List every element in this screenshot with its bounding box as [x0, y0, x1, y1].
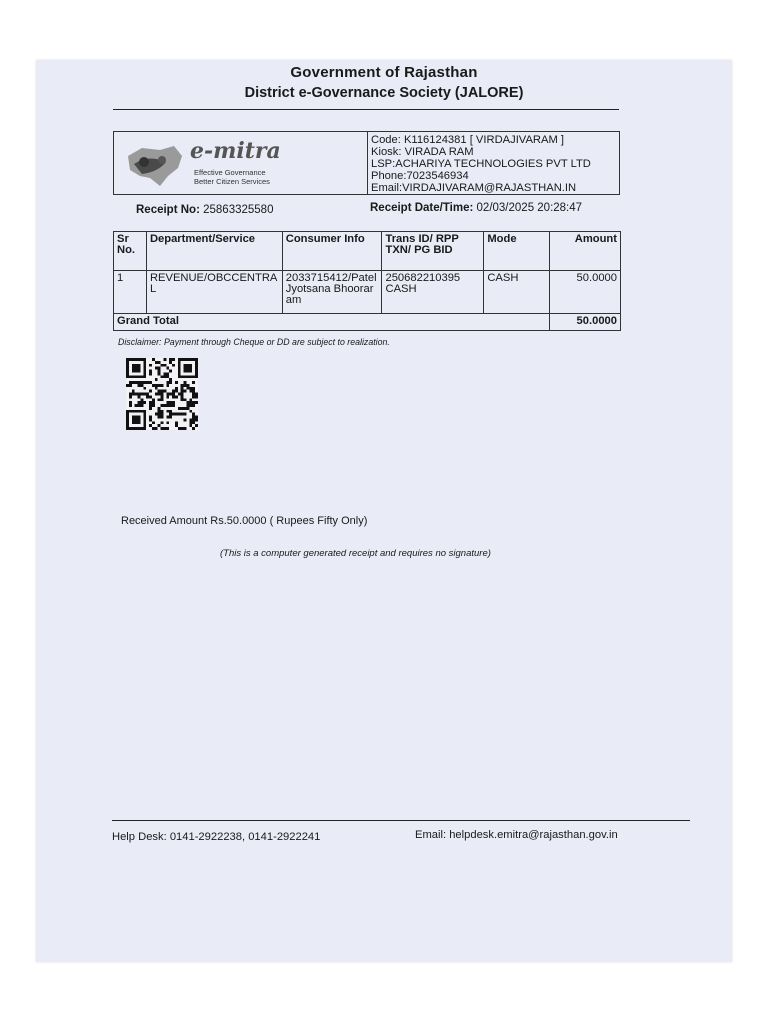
- cell-department: REVENUE/OBCCENTRAL: [146, 271, 282, 314]
- col-amount: Amount: [550, 232, 621, 271]
- logo-wordmark: e-mitra: [190, 138, 281, 164]
- kiosk-name: Kiosk: VIRADA RAM: [371, 146, 474, 158]
- header-divider: [113, 109, 619, 110]
- receipt-number-label: Receipt No:: [136, 204, 200, 216]
- header-society: District e-Governance Society (JALORE): [244, 85, 524, 101]
- payment-table: [113, 231, 621, 331]
- receipt-datetime-label: Receipt Date/Time:: [370, 202, 474, 214]
- helpdesk-numbers: Help Desk: 0141-2922238, 0141-2922241: [112, 831, 321, 843]
- grand-total-label: Grand Total: [114, 314, 550, 331]
- logo-tagline: Better Citizen Services: [194, 177, 270, 186]
- kiosk-code: Code: K116124381 [ VIRDAJIVARAM ]: [371, 134, 564, 146]
- receipt-datetime-value: 02/03/2025 20:28:47: [476, 202, 583, 214]
- col-trans-id: Trans ID/ RPP TXN/ PG BID: [382, 232, 484, 271]
- receipt-number: [136, 204, 273, 216]
- kiosk-email: Email:VIRDAJIVARAM@RAJASTHAN.IN: [371, 182, 577, 194]
- scanned-page: [36, 60, 732, 962]
- grand-total-row: [114, 314, 621, 331]
- kiosk-info-box: [113, 131, 620, 195]
- header-government: Government of Rajasthan: [290, 64, 478, 81]
- received-amount: Received Amount Rs.50.0000 ( Rupees Fifty Only): [121, 515, 368, 527]
- cell-trans-id: 250682210395 CASH: [382, 271, 484, 314]
- helpdesk-email: Email: helpdesk.emitra@rajasthan.gov.in: [415, 829, 618, 841]
- cell-consumer-info: 2033715412/Patel Jyotsana Bhooraram: [282, 271, 382, 314]
- kiosk-lsp: LSP:ACHARIYA TECHNOLOGIES PVT LTD: [371, 158, 591, 170]
- disclaimer-text: Disclaimer: Payment through Cheque or DD are subject to realization.: [118, 337, 390, 347]
- table-row: [114, 271, 621, 314]
- col-mode: Mode: [484, 232, 550, 271]
- footer-divider: [112, 820, 690, 821]
- grand-total-value: 50.0000: [550, 314, 621, 331]
- cell-mode: CASH: [484, 271, 550, 314]
- receipt-number-value: 25863325580: [203, 204, 274, 216]
- kiosk-phone: Phone:7023546934: [371, 170, 469, 182]
- qr-code-icon: [124, 358, 200, 430]
- emitra-emblem-icon: [120, 142, 190, 188]
- emitra-logo: [114, 132, 368, 194]
- computer-generated-note: (This is a computer generated receipt and requires no signature): [220, 548, 491, 559]
- col-department: Department/Service: [146, 232, 282, 271]
- receipt-datetime: [370, 202, 582, 214]
- col-consumer-info: Consumer Info: [282, 232, 382, 271]
- logo-tagline: Effective Governance: [194, 168, 266, 177]
- cell-sr-no: 1: [114, 271, 147, 314]
- kiosk-details: [371, 134, 619, 194]
- cell-amount: 50.0000: [550, 271, 621, 314]
- table-header-row: [114, 232, 621, 271]
- col-sr-no: Sr No.: [114, 232, 147, 271]
